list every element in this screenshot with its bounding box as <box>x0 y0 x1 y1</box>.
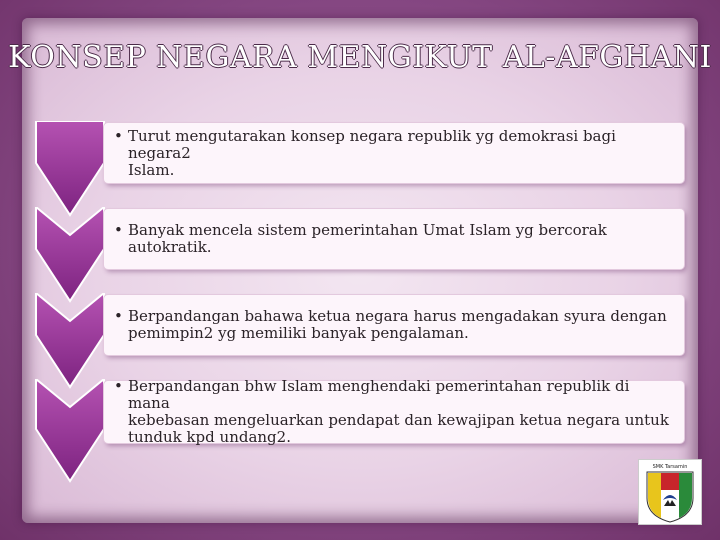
chevron-arrow-icon <box>34 293 114 389</box>
item-text: Berpandangan bahawa ketua negara harus mengadakan syura dengan pemimpin2 yg memiliki banyak pengalaman. <box>128 307 667 342</box>
list-item <box>104 377 684 446</box>
list-item <box>104 295 684 355</box>
school-crest-icon <box>639 460 701 524</box>
bullet-icon: • <box>114 221 123 239</box>
bullet-icon: • <box>114 307 123 325</box>
item-text: Turut mengutarakan konsep negara republik yg demokrasi bagi negara2 Islam. <box>128 126 616 179</box>
bullet-icon: • <box>114 126 123 145</box>
school-crest-logo <box>638 459 702 525</box>
bullet-icon: • <box>114 377 123 395</box>
logo-caption: SMK Tarsamin <box>652 464 688 470</box>
slide-title: KONSEP NEGARA MENGIKUT AL-AFGHANI <box>8 40 712 75</box>
list-item <box>104 209 684 269</box>
chevron-arrow-icon <box>34 121 114 217</box>
item-text: Banyak mencela sistem pemerintahan Umat Islam yg bercorak autokratik. <box>128 221 607 256</box>
chevron-arrow-icon <box>34 207 114 303</box>
content-panel <box>22 18 698 523</box>
chevron-arrow-icon <box>34 379 114 483</box>
item-text: Berpandangan bhw Islam menghendaki pemerintahan republik di mana kebebasan mengeluarkan pendapat dan kewajipan ketua negara untuk tunduk kpd undang2. <box>128 377 669 446</box>
list-item <box>104 123 684 183</box>
